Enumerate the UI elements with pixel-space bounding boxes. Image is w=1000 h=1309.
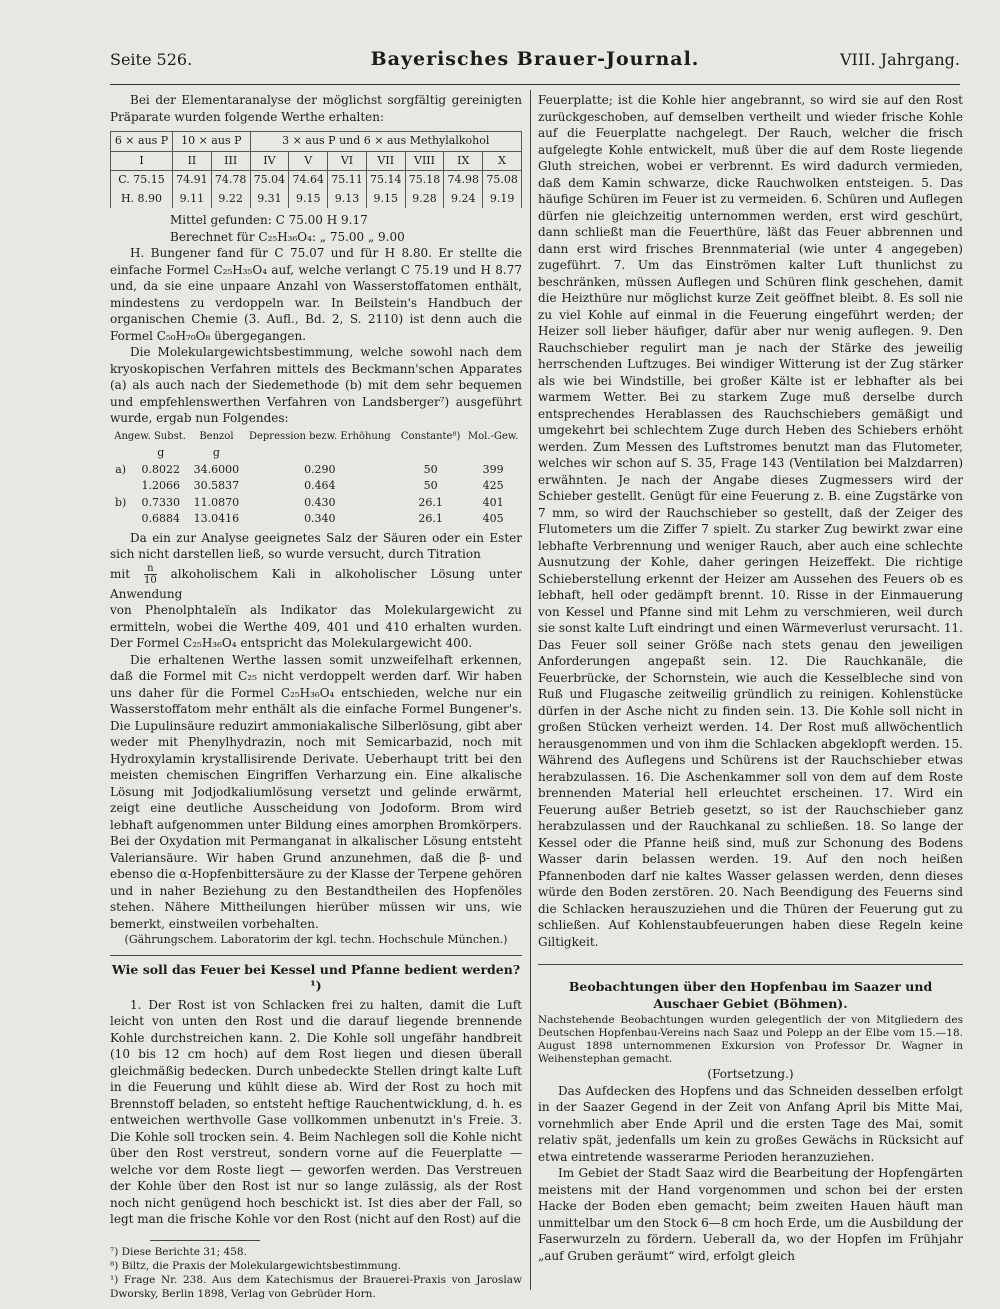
col-roman: II [173,151,212,171]
paragraph: Die Molekulargewichtsbestimmung, welche sowohl nach dem kryoskopischen Verfahren mittels des Beckmann'schen Apparates (a) als auch nach der Siedemethode (b) mit dem sehr bequemen und empfehlenswerthen Verfahren von Landsberger⁷) ausgeführt wurde, ergab nun Folgendes: [110,345,522,425]
column-divider [530,90,531,1290]
paragraph: von Phenolphtaleïn als Indikator das Molekulargewicht zu ermitteln, wobei die Werthe 409, 401 und 410 erhalten wurden. Der Formel C₂₅H₃₆O₄ entspricht das Molekulargewicht 400. [110,603,522,650]
continued-label: (Fortsetzung.) [707,1067,794,1081]
table-cell: 74.78 [211,171,250,190]
right-column [538,92,963,1292]
col-roman: IV [250,151,289,171]
mw-unit-row [110,445,522,462]
col-roman: V [289,151,328,171]
header-rule [110,84,960,85]
table-cell: 9.11 [173,190,212,209]
table-cell: 26.1 [418,495,443,509]
fraction-numerator: n [144,563,157,575]
elemental-analysis-table [110,131,522,208]
journal-title: Bayerisches Brauer-Journal. [370,48,700,70]
table-cell: 75.11 [328,171,367,190]
table-cell: 9.13 [328,190,367,209]
paragraph: Feuerplatte; ist die Kohle hier angebrannt, so wird sie auf den Rost zurückgeschoben, auf demselben vertheilt und wieder frische Kohle auf die Feuerplatte nachgelegt. Der Rauch, welcher die frisch aufgelegte Kohle entwickelt, muß über die auf dem Roste liegende Gluth streichen, wobei er verbrennt. Es wird dadurch vermieden, daß dem Kamin schwarze, dicke Rauchwolken entsteigen. 5. Das häufige Schüren im Feuer ist zu vermeiden. 6. Schüren und Auflegen dürfen nie gleichzeitig unternommen werden, erst wird geschürt, dann schließt man die Feuerthüre, läßt das Feuer abbrennen und dann erst wird frisches Brennmaterial (wie unter 4 angegeben) zugeführt. 7. Um das Einströmen kalter Luft thunlichst zu beschränken, müssen Auflegen und Schüren flink geschehen, damit die Heizthüre nur möglichst kurze Zeit geöffnet bleibt. 8. Es soll nie zu viel Kohle auf einmal in die Feuerung eingeführt werden; der Heizer soll lieber häufiger, dafür aber nur wenig auflegen. 9. Den Rauchschieber regulirt man je nach der Stärke des jeweilig herrschenden Luftzuges. Bei windiger Witterung ist der Zug stärker als wie bei Windstille, bei großer Kälte ist er lebhafter als bei warmem Wetter. Bei zu starkem Zuge muß derselbe durch entsprechendes Herablassen des Rauchschiebers gemäßigt und umgekehrt bei schlechtem Zuge durch Heben des Schiebers erhöht werden. Zum Messen des Luftstromes benutzt man das Flutometer, welches wir schon auf S. 35, Frage 143 (Ventilation bei Malzdarren) erwähnten. Je nach der Angabe dieses Zugmessers wird der Schieber gestellt. Genügt für eine Feuerung z. B. eine Zugstärke von 7 mm, so wird der Rauchschieber so gestellt, daß der Zeiger des Flutometers um die Ziffer 7 spielt. Zu starker Zug bewirkt zwar eine lebhafte Verbrennung und weniger Rauch, aber auch eine schlechte Ausnutzung der Kohle, daher geringen Heizeffekt. Die richtige Schieberstellung erkennt der Heizer am Aussehen des Feuers ob es lebhaft, hell oder gedämpft brennt. 10. Risse in der Einmauerung von Kessel und Pfanne sind mit Lehm zu verschmieren, weil durch sie sonst kalte Luft eindringt und einen Wärmeverlust verursacht. 11. Das Feuer soll seiner Größe nach stets genau den jeweiligen Anforderungen angepaßt sein. 12. Die Rauchkanäle, die Feuerbrücke, der Schornstein, wie auch die Kesselbleche sind von Ruß und Flugasche zeitweilig gründlich zu reinigen. Kohlenstücke dürfen in der Asche nicht zu finden sein. 13. Die Kohle soll nicht in großen Stücken verheizt werden. 14. Der Rost muß allwöchentlich herausgenommen und von ihm die Schlacken abgeklopft werden. 15. Während des Auflegens und Schürens ist der Rauchschieber etwas herabzulassen. 16. Die Aschenkammer soll von dem auf dem Roste brennenden Material hell erleuchtet erscheinen. 17. Wird ein Feuerung außer Betrieb gesetzt, so ist der Rauchschieber ganz herabzulassen und der Rauchkanal zu schließen. 18. So lange der Kessel oder die Pfanne heiß sind, muß zur Schonung des Bodens Wasser darin belassen werden. 19. Auf den noch heißen Pfannenboden darf nie kaltes Wasser gelassen werden, denn dieses würde den Boden zerstören. 20. Nach Beendigung des Feuerns sind die Schlacken herauszuziehen und die Thüren der Feuerung gut zu schließen. Auf Kohlenstaubfeuerungen haben diese Regeln keine Giltigkeit. [538,93,963,949]
table-row [110,462,522,479]
footnote: ¹) Frage Nr. 238. Aus dem Katechismus der Brauerei-Praxis von Jaroslaw Dworsky, Berlin 1898, Verlag von Gebrüder Horn. [110,1273,522,1300]
table-row [110,495,522,512]
table-cell: 0.340 [304,512,336,525]
table-cell: 74.64 [289,171,328,190]
col-roman: VI [328,151,367,171]
titration-line [110,563,522,603]
table-group-header [111,132,522,152]
table-cell: 0.464 [304,479,336,492]
mw-header: Depression bezw. Erhöhung [248,430,391,442]
intro-note: Nachstehende Beobachtungen wurden gelegentlich der von Mitgliedern des Deutschen Hopfenbau-Vereins nach Saaz und Polepp an der Elbe vom 15.—18. August 1898 unternommenen Exkursion von Professor Dr. Wagner in Weihenstephan gemacht. [538,1014,963,1065]
table-cell: 399 [482,462,504,476]
table-cell: 75.08 [483,171,522,190]
table-cell: 405 [482,512,504,525]
table-cell: b) [114,495,127,509]
table-cell: 9.15 [366,190,405,209]
table-cell: 75.14 [366,171,405,190]
table-cell: 30.5837 [193,479,240,492]
col-roman: VIII [405,151,444,171]
paragraph: 1. Der Rost ist von Schlacken frei zu halten, damit die Luft leicht von unten den Rost und die darauf liegende brennende Kohle durchstreichen kann. 2. Die Kohle soll ungefähr handbreit (10 bis 12 cm hoch) auf dem Rost liegen und diesen überall gleichmäßig bedecken. Durch unbedeckte Stellen dringt kalte Luft in die Feuerung und kühlt diese ab. Wird der Rost zu hoch mit Brennstoff beladen, so entsteht heftige Rauchentwicklung, d. h. es entweichen werthvolle Gase vollkommen unbenutzt in's Freie. 3. Die Kohle soll trocken sein. 4. Beim Nachlegen soll die Kohle nicht über den Rost verstreut, sondern vorne auf die Feuerplatte — welche vor dem Roste liegt — geworfen werden. Das Verstreuen der Kohle über den Rost ist nur so lange zulässig, als der Rost noch nicht genügend hoch beschickt ist. Ist dies aber der Fall, so legt man die frische Kohle vor den Rost (nicht auf den Rost) auf die [110,997,522,1226]
paragraph: Das Aufdecken des Hopfens und das Schneiden desselben erfolgt in der Saazer Gegend in der Zeit von Anfang April bis Mitte Mai, vornehmlich aber Ende April und die ersten Tage des Mai, somit relativ spät, jedenfalls um kein zu großes Gewächs in Rücksicht auf etwa eintretende wasserarme Perioden heranzuziehen. [538,1083,963,1164]
molecular-weight-table [110,429,522,528]
table-cell: 0.290 [304,462,336,476]
table-cell: 9.22 [211,190,250,209]
table-cell: 74.98 [444,171,483,190]
group-head-c: 3 × aus P und 6 × aus Methylalkohol [250,132,521,152]
page-header [110,50,960,78]
analysis-intro: Bei der Elementaranalyse der möglichst sorgfältig gereinigten Präparate wurden folgende Werthe erhalten: [110,93,522,124]
table-cell: 401 [482,495,504,509]
paragraph: Die erhaltenen Werthe lassen somit unzweifelhaft erkennen, daß die Formel mit C₂₅ nicht verdoppelt werden darf. Wir haben uns daher für die Formel C₂₅H₃₆O₄ entschieden, welche nur ein Wasserstoffatom mehr enthält als die einfache Formel Bungener's. Die Lupulinsäure reduzirt ammoniakalische Silberlösung, gibt aber weder mit Phenylhydrazin, noch mit Semicarbazid, noch mit Hydroxylamin krystallisirende Derivate. Ueberhaupt tritt bei den meisten chemischen Eingriffen Verharzung ein. Eine alkalische Lösung mit Jodjodkaliumlösung versetzt und gelinde erwärmt, zeigt eine deutliche Ausscheidung von Jodoform. Brom wird lebhaft aufgenommen unter Bildung eines amorphen Bromkörpers. Bei der Oxydation mit Permanganat in alkalischer Lösung entsteht Valeriansäure. Wir haben Grund anzunehmen, daß die β- und ebenso die α-Hopfenbittersäure zu der Klasse der Terpene gehören und in naher Beziehung zu den Bestandtheilen des Hopfenöles stehen. Nähere Mittheilungen hierüber müssen wir uns, wie bemerkt, einstweilen vorbehalten. [110,652,522,931]
left-column [110,92,522,1300]
table-cell: 0.7330 [141,495,180,509]
table-cell: 34.6000 [193,462,240,476]
calculated-values: Berechnet für C₂₅H₃₆O₄: „ 75.00 „ 9.00 [170,229,405,244]
paragraph: Im Gebiet der Stadt Saaz wird die Bearbeitung der Hopfengärten meistens mit der Hand vorgenommen und schon bei der ersten Hacke der Boden eben gemacht; beim zweiten Hauen häuft man unmittelbar um den Stock 6—8 cm hoch Erde, um die Ausbildung der Faserwurzeln zu fördern. Ueberall da, wo der Hopfen im Frühjahr „auf Gruben geräumt“ wird, erfolgt gleich [538,1166,963,1263]
table-cell: 9.15 [289,190,328,209]
table-cell: 75.18 [405,171,444,190]
section-separator [538,964,963,965]
table-cell: C. 75.15 [111,171,173,190]
col-roman: I [111,151,173,171]
col-roman: III [211,151,250,171]
titration-text: alkoholischem Kali in alkoholischer Lösung unter Anwendung [110,566,522,601]
fraction-n-10 [144,563,157,586]
table-row [110,511,522,528]
section-title: Wie soll das Feuer bei Kessel und Pfanne bedient werden?¹) [111,961,521,993]
table-cell: 9.31 [250,190,289,209]
unit-label: g [212,446,220,459]
table-cell: 11.0870 [193,495,240,509]
table-cell: 0.6884 [141,512,180,525]
word: mit [110,566,131,581]
footnote: ⁸) Biltz, die Praxis der Molekulargewichtsbestimmung. [110,1259,402,1272]
group-head-a: 6 × aus P [111,132,173,152]
table-cell: 75.04 [250,171,289,190]
table-cell: a) [115,462,127,476]
table-cell: 74.91 [173,171,212,190]
lab-signature: (Gährungschem. Laboratorim der kgl. techn. Hochschule München.) [124,933,508,946]
mw-header-row [110,429,522,446]
page-number: Seite 526. [110,50,193,69]
paragraph: Da ein zur Analyse geeignetes Salz der Säuren oder ein Ester sich nicht darstellen ließ, so wurde versucht, durch Titration [110,530,522,561]
table-cell: 0.430 [304,495,336,509]
mean-found: Mittel gefunden: C 75.00 H 9.17 [170,213,368,227]
footnote-rule [150,1240,260,1241]
mw-header: Constante⁸) [400,430,461,442]
table-cell [110,511,131,528]
section-title: Beobachtungen über den Hopfenbau im Saazer und Auschaer Gebiet (Böhmen). [568,979,933,1011]
table-cell [110,478,131,495]
table-cell: 50 [423,462,438,476]
group-head-b: 10 × aus P [173,132,251,152]
fraction-denominator: 10 [143,574,157,586]
col-roman: IX [444,151,483,171]
table-row-hydrogen [111,190,522,209]
table-cell: 9.24 [444,190,483,209]
table-row [110,478,522,495]
footnote: ⁷) Diese Berichte 31; 458. [110,1245,247,1258]
table-cell: H. 8.90 [111,190,173,209]
table-cell: 0.8022 [141,462,180,476]
volume-label: VIII. Jahrgang. [839,50,960,69]
table-cell: 9.28 [405,190,444,209]
table-cell: 425 [482,479,504,492]
table-roman-header [111,151,522,171]
mw-header: Mol.-Gew. [467,430,519,442]
section-separator [110,955,522,956]
mw-header: Angew. Subst. [114,430,186,442]
table-cell: 1.2066 [141,479,180,492]
col-roman: VII [366,151,405,171]
table-row-carbon [111,171,522,190]
unit-label: g [157,446,165,459]
paragraph: H. Bungener fand für C 75.07 und für H 8.80. Er stellte die einfache Formel C₂₅H₃₅O₄ auf, welche verlangt C 75.19 und H 8.77 und, da sie eine unpaare Anzahl von Wasserstoffatomen enthält, mindestens zu verdoppeln war. In Beilstein's Handbuch der organischen Chemie (3. Aufl., Bd. 2, S. 2110) ist denn auch die Formel C₅₀H₇₀O₈ übergegangen. [110,246,522,343]
mw-header: Benzol [199,430,234,442]
col-roman: X [483,151,522,171]
table-cell: 26.1 [418,512,443,525]
table-cell: 9.19 [483,190,522,209]
table-cell: 13.0416 [193,512,240,525]
table-cell: 50 [423,479,438,492]
